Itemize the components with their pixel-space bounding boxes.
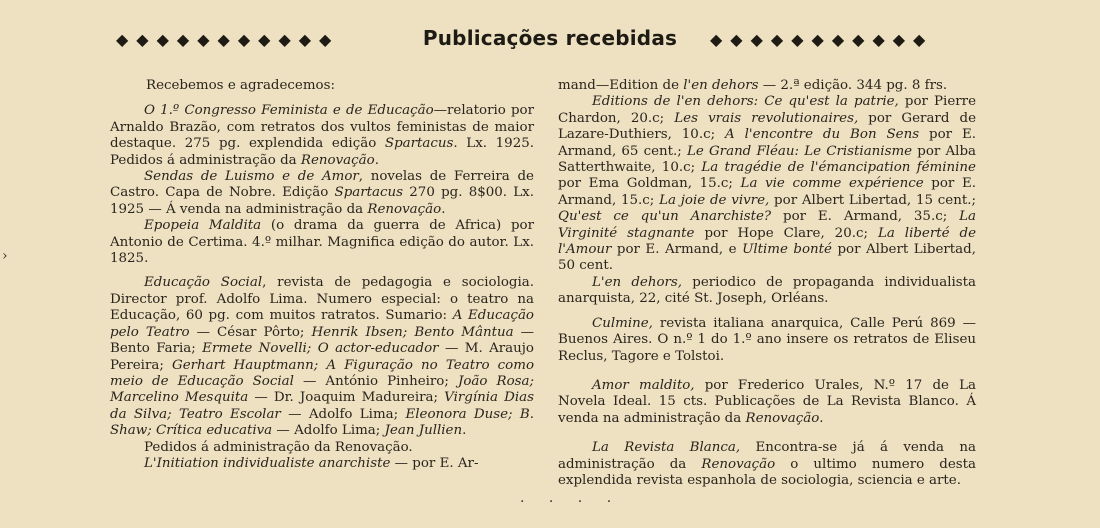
ornament-diamonds-left: ◆◆◆◆◆◆◆◆◆◆◆: [116, 30, 340, 49]
printer-dots: · · · ·: [520, 494, 622, 510]
entry-title: L'en dehors,: [592, 274, 683, 290]
entry-title: L'Initiation individualiste anarchiste: [144, 455, 391, 471]
entry-title: Educação Social: [144, 275, 263, 291]
section-title: Publicações recebidas: [422, 26, 678, 50]
entry-editions-en-dehors: Editions de l'en dehors: Ce qu'est la patrie, por Pierre Chardon, 20.c; Les vrais revolutionaires, por Gerard de Lazare-Duthiers, 10.c; A l'encontre du Bon Sens por E. Armand, 65 cent.; Le Grand Fléau: Le Cristianisme por Alba Satterthwaite, 10.c; La tragédie de l'émancipation féminine por Ema Goldman, 15.c; La vie comme expérience por E. Armand, 15.c; La joie de vivre, por Albert Libertad, 15 cent.; Qu'est ce qu'un Anarchiste? por E. Armand, 35.c; La Virginité stagnante por Hope Clare, 20.c; La liberté de l'Amour por E. Armand, e Ultime bonté por Albert Libertad, 50 cent.: [558, 94, 977, 274]
entry-title: Editions de l'en dehors: Ce qu'est la patrie,: [592, 94, 899, 110]
entry-initiation-continued: mand—Edition de l'en dehors — 2.ª edição. 344 pg. 8 frs.: [558, 78, 948, 93]
section-header: [0, 24, 1100, 60]
entry-title: Epopeia Maldita: [144, 218, 262, 234]
intro-text: Recebemos e agradecemos:: [146, 78, 335, 93]
entry-initiation: L'Initiation individualiste anarchiste — por E. Ar-: [144, 455, 479, 471]
entry-sendas: Sendas de Luismo e de Amor, novelas de Ferreira de Castro. Capa de Nobre. Edição Spartacus 270 pg. 8$00. Lx. 1925 — Á venda na administração da Renovação.: [110, 169, 534, 217]
entry-title: La Revista Blanca,: [592, 440, 741, 456]
entry-title: Culmine,: [592, 315, 653, 331]
entry-revista-blanca: La Revista Blanca, Encontra-se já á venda na administração da Renovação o ultimo numero desta explendida revista espanhola de sociologia, sciencia e arte.: [558, 440, 976, 488]
entry-congresso: O 1.º Congresso Feminista e de Educação—relatorio por Arnaldo Brazão, com retratos dos vultos feministas de maior destaque. 275 pg. explendida edição Spartacus. Lx. 1925. Pedidos á administração da Renovação.: [110, 103, 535, 168]
entry-title: Sendas de Luismo e de Amor: [144, 169, 359, 185]
entry-educacao-social: Educação Social, revista de pedagogia e sociologia. Director prof. Adolfo Lima. Numero especial: o teatro na Educação, 60 pg. com muitos ratratos. Sumario: A Educação pelo Teatro — César Pôrto; Henrik Ibsen; Bento Mântua — Bento Faria; Ermete Novelli; O actor-educador — M. Araujo Pereira; Gerhart Hauptmann; A Figuração no Teatro como meio de Educação Social — António Pinheiro; João Rosa; Marcelino Mesquita — Dr. Joaquim Madureira; Virgínia Dias da Silva; Teatro Escolar — Adolfo Lima; Eleonora Duse; B. Shaw; Crítica educativa — Adolfo Lima; Jean Jullien.: [110, 275, 535, 439]
entry-title: O 1.º Congresso Feminista e de Educação: [144, 103, 434, 119]
entry-pedidos: Pedidos á administração da Renovação.: [144, 439, 413, 455]
ornament-diamonds-right: ◆◆◆◆◆◆◆◆◆◆◆: [710, 30, 934, 49]
margin-mark: ›: [2, 248, 8, 264]
entry-amor-maldito: Amor maldito, por Frederico Urales, N.º 17 de La Novela Ideal. 15 cts. Publicações de La Revista Blanco. Á venda na administração da Renovação.: [558, 377, 976, 426]
entry-title: Amor maldito,: [592, 377, 695, 393]
left-column: [110, 78, 534, 472]
entry-culmine: Culmine, revista italiana anarquica, Calle Perú 869 — Buenos Aires. O n.º 1 do 1.º ano insere os retratos de Eliseu Reclus, Tagore e Tolstoi.: [558, 315, 976, 364]
entry-epopeia: Epopeia Maldita (o drama da guerra de Africa) por Antonio de Certima. 4.º milhar. Magnifica edição do autor. Lx. 1825.: [110, 218, 534, 267]
entry-en-dehors-periodico: L'en dehors, periodico de propaganda individualista anarquista, 22, cité St. Joseph, Orléans.: [558, 274, 976, 307]
right-column: [558, 78, 976, 489]
